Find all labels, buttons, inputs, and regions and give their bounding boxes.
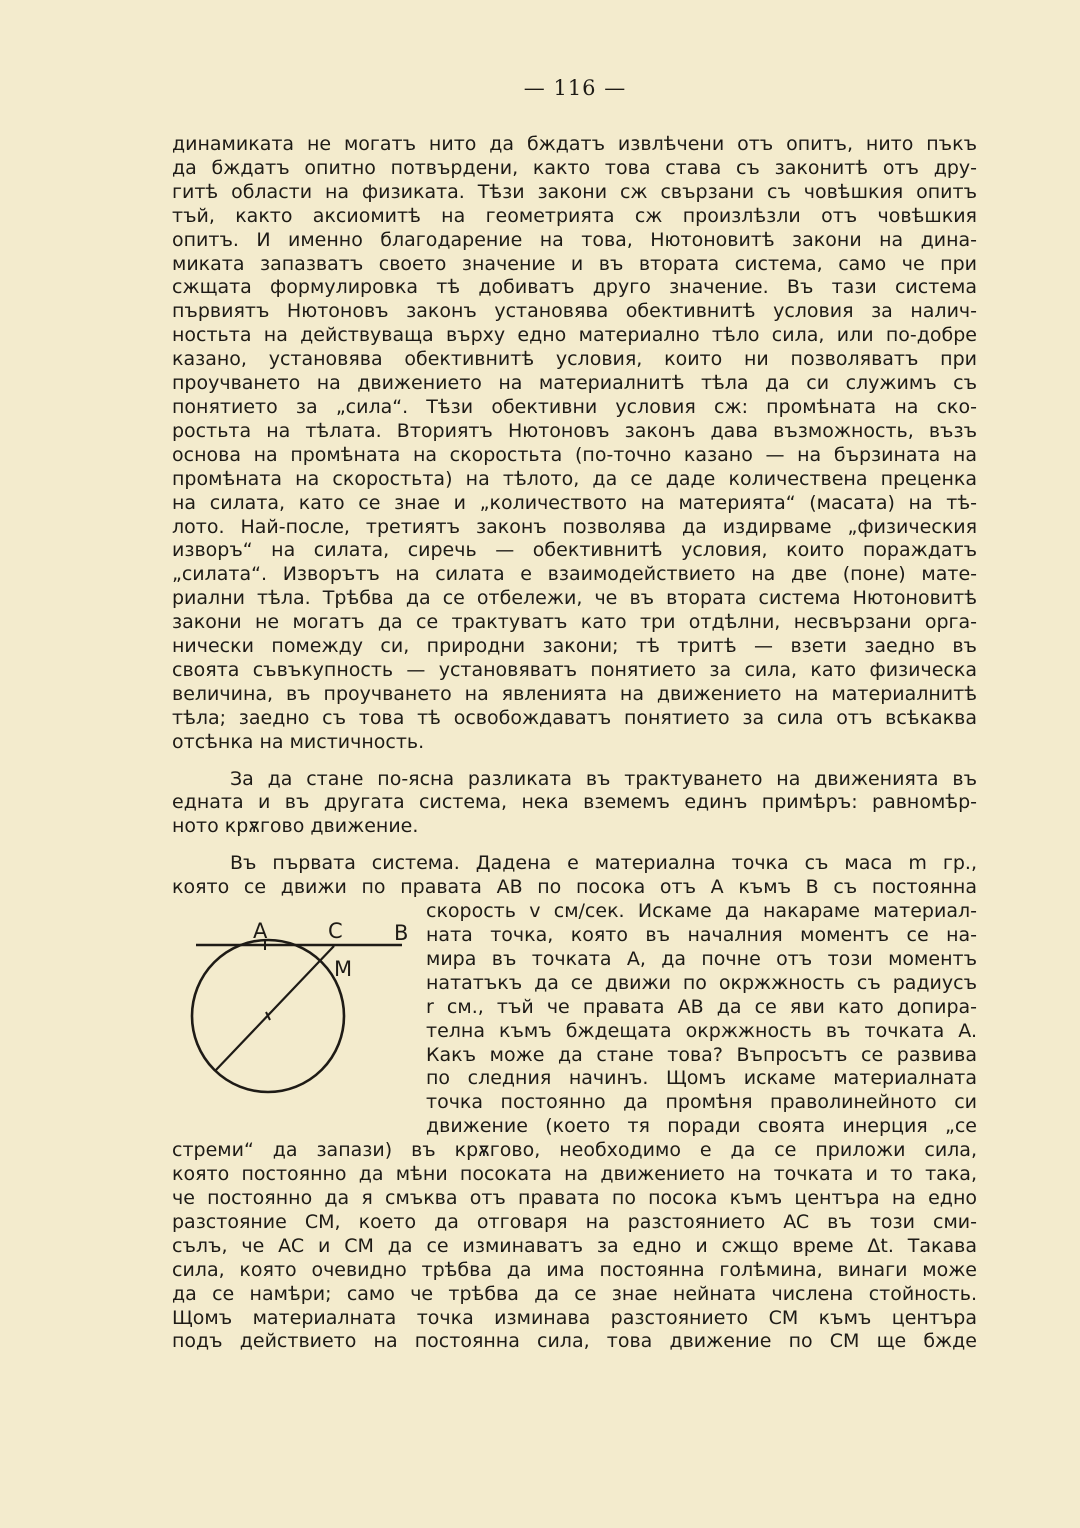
text-line: величина, въ проучването на явленията на движението на материалнитѣ bbox=[172, 682, 977, 705]
text-line: r см., тъй че правата AB да се яви като допира- bbox=[426, 995, 977, 1018]
text-line: нататъкъ да се движи по окржжность съ радиусъ bbox=[426, 971, 977, 994]
text-line: отсѣнка на мистичность. bbox=[172, 730, 425, 753]
label-m: M bbox=[334, 957, 353, 982]
text-line: Щомъ материалната точка изминава разстоянието CM къмъ центъра bbox=[172, 1306, 977, 1329]
text-line: своята съвъкупность — установяватъ понятието за сила, като физическа bbox=[172, 658, 977, 681]
text-line: Какъ може да стане това? Въпросътъ се развива bbox=[426, 1043, 977, 1066]
text-line: скорость v см/сек. Искаме да накараме материал- bbox=[426, 900, 977, 923]
text-line: стреми“ да запази) въ крѫгово, необходимо е да се приложи сила, bbox=[172, 1139, 977, 1162]
text-line: лото. Най-после, третиятъ законъ позволява да издирваме „физическия bbox=[172, 515, 977, 538]
text-line: ностьта на действуваща върху едно материално тѣло сила, или по-добре bbox=[172, 324, 977, 347]
paragraph-1 bbox=[172, 133, 977, 755]
text-line: движение (което тя поради своята инерция „се bbox=[426, 1115, 977, 1138]
text-line: динамиката не могатъ нито да бждатъ извлѣчени отъ опитъ, нито пъкъ bbox=[172, 133, 977, 155]
text-line: тѣла; заедно съ това тѣ освобождаватъ понятието за сила отъ всѣкаква bbox=[172, 706, 977, 729]
text-line: едната и въ другата система, нека вземемъ единъ примѣръ: равномѣр- bbox=[172, 791, 977, 814]
text-line: ното крѫгово движение. bbox=[172, 815, 419, 838]
label-a: A bbox=[253, 919, 268, 944]
text-line: телна къмъ бждещата окржжность въ точката A. bbox=[426, 1019, 977, 1042]
label-c: C bbox=[328, 919, 343, 944]
text-line: За да стане по-ясна разликата въ трактуването на движенията въ bbox=[230, 767, 977, 790]
text-line: ростьта на тѣлата. Вториятъ Нютоновъ законъ дава възможность, възъ bbox=[172, 419, 977, 442]
text-line: тъй, както аксиомитѣ на геометрията сж произлѣзли отъ човѣшкия bbox=[172, 204, 977, 227]
text-line: гитѣ области на физиката. Тѣзи закони сж свързани съ човѣшкия опитъ bbox=[172, 180, 977, 203]
text-line: мира въ точката A, да почне отъ този моментъ bbox=[426, 947, 977, 970]
text-line: сълъ, че AC и CM да се изминаватъ за едно и сжщо време Δt. Такава bbox=[172, 1234, 977, 1257]
text-line: основа на промѣната на скоростьта (по-точно казано — на бързината на bbox=[172, 443, 977, 466]
text-line: разстояние CM, което да отговаря на разстоянието AC въ този сми- bbox=[172, 1210, 977, 1233]
text-line: казано, установява обективнитѣ условия, които ни позволяватъ при bbox=[172, 348, 977, 371]
text-line: опитъ. И именно благодарение на това, Нютоновитѣ закони на дина- bbox=[172, 228, 977, 251]
text-line: на силата, като се знае и „количеството на материята“ (масата) на тѣ- bbox=[172, 491, 977, 514]
text-line: изворъ“ на силата, сиречь — обективнитѣ условия, които пораждатъ bbox=[172, 539, 977, 562]
text-line: подъ действието на постоянна сила, това движение по CM ще бжде bbox=[172, 1330, 977, 1353]
text-line: която постоянно да мѣни посоката на движението на точката и то така, bbox=[172, 1163, 977, 1186]
line-cm bbox=[215, 946, 334, 1071]
text-line: „силата“. Изворътъ на силата е взаимодействието на две (поне) мате- bbox=[172, 563, 977, 586]
text-line: сила, която очевидно трѣбва да има постоянна голѣмина, винаги може bbox=[172, 1258, 977, 1281]
text-line: нически помежду си, природни закони; тѣ тритѣ — взети заедно въ bbox=[172, 635, 977, 658]
text-line: че постоянно да я смъква отъ правата по посока къмъ центъра на едно bbox=[172, 1186, 977, 1209]
paragraph-3 bbox=[172, 852, 977, 1354]
text-line: да се намѣри; само че трѣбва да се знае нейната числена стойность. bbox=[172, 1282, 977, 1305]
text-line: проучването на движението на материалнитѣ тѣла да си служимъ съ bbox=[172, 372, 977, 395]
text-line: да бждатъ опитно потвърдени, както това става съ законитѣ отъ дру- bbox=[172, 156, 977, 179]
text-line: закони не могатъ да се трактуватъ като три отдѣлни, несвързани орга- bbox=[172, 611, 977, 634]
paragraph-gap bbox=[172, 839, 977, 852]
text-line: сжщата формулировка тѣ добиватъ друго значение. Въ тази система bbox=[172, 276, 977, 299]
text-line: понятието за „сила“. Тѣзи обективни условия сж: промѣната на ско- bbox=[172, 395, 977, 418]
label-b: B bbox=[394, 921, 409, 946]
text-line: промѣната на скоростьта) на тѣлото, да се даде количествена преценка bbox=[172, 467, 977, 490]
page-number: — 116 — bbox=[523, 76, 627, 100]
text-line: риални тѣла. Трѣбва да се отбележи, че въ втората система Нютоновитѣ bbox=[172, 587, 977, 610]
text-line: първиятъ Нютоновъ законъ установява обективнитѣ условия за налич- bbox=[172, 300, 977, 323]
circle-tangent-diagram bbox=[180, 900, 410, 1100]
paragraph-2 bbox=[172, 768, 977, 840]
body-text bbox=[172, 133, 977, 1354]
paragraph-gap bbox=[172, 755, 977, 768]
text-line: по следния начинъ. Щомъ искаме материалната bbox=[426, 1067, 977, 1090]
text-line: ната точка, която въ началния моментъ се на- bbox=[426, 924, 977, 946]
text-line: миката запазватъ своето значение и въ втората система, само че при bbox=[172, 252, 977, 275]
text-line: която се движи по правата AB по посока отъ A къмъ B съ постоянна bbox=[172, 876, 977, 899]
text-line: точка постоянно да промѣня праволинейното си bbox=[426, 1091, 977, 1114]
text-line: Въ първата система. Дадена е материална точка съ маса m гр., bbox=[230, 852, 977, 875]
